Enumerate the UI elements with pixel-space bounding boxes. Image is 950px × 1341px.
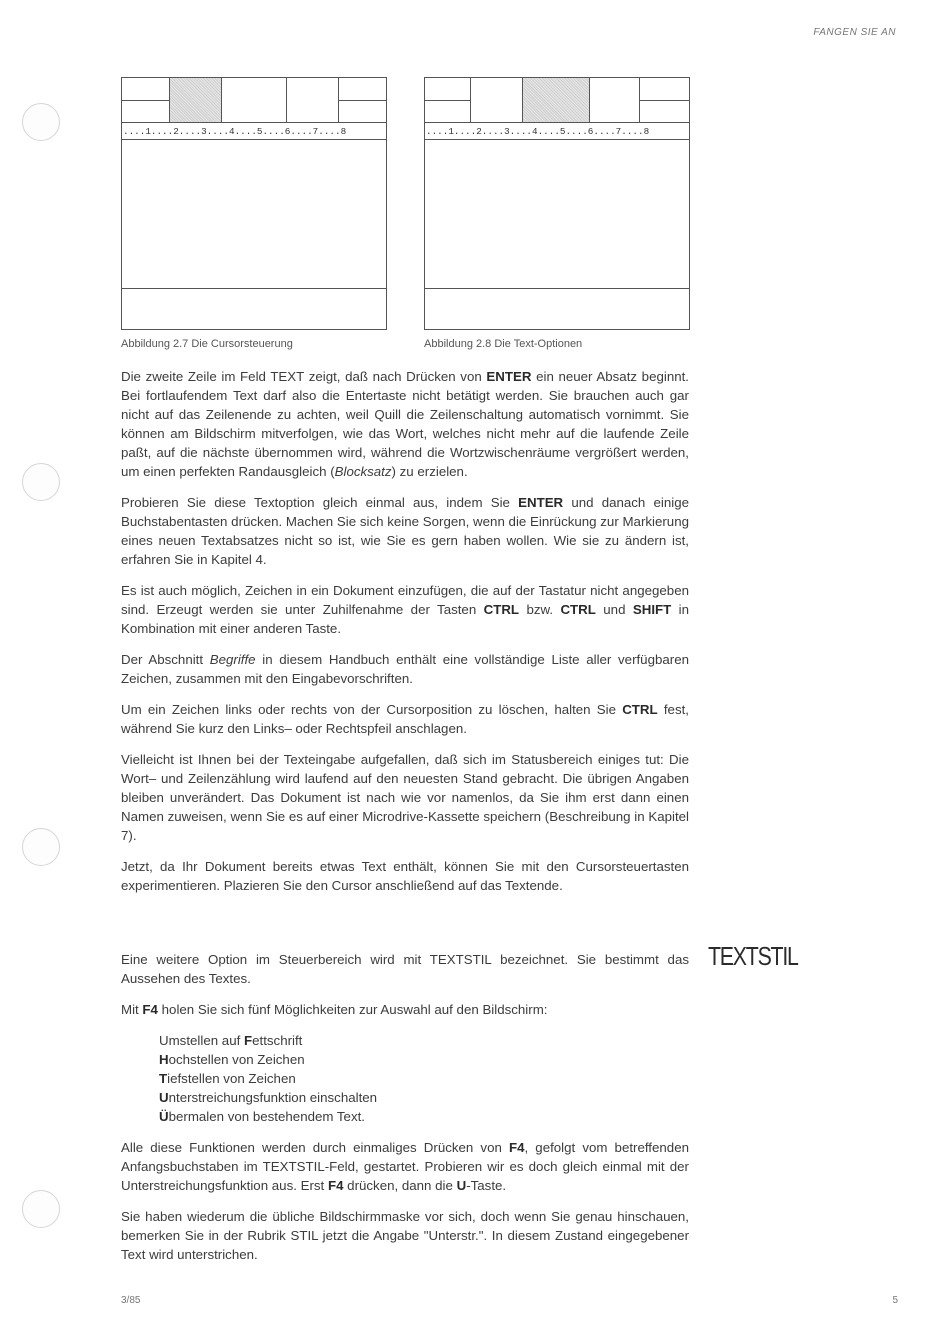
figure-text-options <box>424 77 690 330</box>
figure-cursor-control <box>121 77 387 330</box>
body-text <box>121 367 689 907</box>
field <box>287 78 339 122</box>
field <box>122 78 170 122</box>
punch-hole <box>22 103 60 141</box>
paragraph: Alle diese Funktionen werden durch einmaliges Drücken von F4, gefolgt vom betreffenden Anfangsbuchstaben im TEXTSTIL-Feld, gestartet. Probieren wir es doch gleich einmal mit der Unterstreichungsfunktion aus. Erst F4 drücken, dann die U-Taste. <box>121 1140 689 1193</box>
paragraph: Probieren Sie diese Textoption gleich einmal aus, indem Sie ENTER und danach einige Buchstabentasten drücken. Machen Sie sich keine Sorgen, wenn die Einrückung zur Markierung eines neuen Textabsatzes nicht so ist, wie Sie es gern haben wollen. Wie sie zu ändern ist, erfahren Sie in Kapitel 4. <box>121 495 689 567</box>
list-item: Umstellen auf Fettschrift <box>159 1033 303 1048</box>
divider <box>339 100 386 101</box>
section-heading: TEXTSTIL <box>708 941 798 971</box>
punch-hole <box>22 1190 60 1228</box>
screen-control-area <box>122 78 386 122</box>
punch-hole <box>22 828 60 866</box>
screen-status-area <box>122 288 386 329</box>
field <box>590 78 640 122</box>
figure-caption: Abbildung 2.7 Die Cursorsteuerung <box>121 338 293 350</box>
body-text-textstil <box>121 950 689 1276</box>
screen-status-area <box>425 288 689 329</box>
paragraph: Die zweite Zeile im Feld TEXT zeigt, daß nach Drücken von ENTER ein neuer Absatz beginnt. Bei fortlaufendem Text darf also die Entertaste nicht betätigt werden. Sie brauchen auch gar nicht auf das Zeilenende zu achten, weil Quill die Zeilenschaltung automatisch vornimmt. Sie können am Bildschirm mitverfolgen, wie das Wort, welches nicht mehr auf die laufende Zeile paßt, auf die nächste übernommen wird, während die Wortzwischenräume vergrößert werden, um einen perfekten Randausgleich (Blocksatz) zu erzielen. <box>121 369 689 479</box>
list-item: Hochstellen von Zeichen <box>159 1052 305 1067</box>
screen-control-area <box>425 78 689 122</box>
section-header: FANGEN SIE AN <box>813 27 896 38</box>
footer-date: 3/85 <box>121 1295 141 1306</box>
ruler: ....1....2....3....4....5....6....7....8 <box>122 122 386 140</box>
paragraph: Vielleicht ist Ihnen bei der Texteingabe aufgefallen, daß sich im Statusbereich einiges tut: Die Wort– und Zeilenzählung wird laufend auf den neuesten Stand gebracht. Die übrigen Angaben bleiben unverändert. Das Dokument ist nach wie vor namenlos, da Sie ihm erst dann einen Namen zuweisen, wenn Sie es auf einer Microdrive-Kassette speichern (Beschreibung in Kapitel 7). <box>121 752 689 843</box>
list-item: Übermalen von bestehendem Text. <box>159 1109 365 1124</box>
punch-hole <box>22 463 60 501</box>
paragraph: Jetzt, da Ihr Dokument bereits etwas Text enthält, können Sie mit den Cursorsteuertasten experimentieren. Plazieren Sie den Cursor anschließend auf das Textende. <box>121 859 689 893</box>
paragraph: Eine weitere Option im Steuerbereich wird mit TEXTSTIL bezeichnet. Sie bestimmt das Aussehen des Textes. <box>121 952 689 986</box>
paragraph: Es ist auch möglich, Zeichen in ein Dokument einzufügen, die auf der Tastatur nicht angegeben sind. Erzeugt werden sie unter Zuhilfenahme der Tasten CTRL bzw. CTRL und SHIFT in Kombination mit einer anderen Taste. <box>121 583 689 636</box>
ruler: ....1....2....3....4....5....6....7....8 <box>425 122 689 140</box>
page-number: 5 <box>892 1295 898 1306</box>
field <box>222 78 287 122</box>
field <box>170 78 222 122</box>
field <box>523 78 590 122</box>
figure-caption: Abbildung 2.8 Die Text-Optionen <box>424 338 583 350</box>
option-list <box>159 1031 689 1126</box>
divider <box>640 100 689 101</box>
field <box>471 78 523 122</box>
paragraph: Um ein Zeichen links oder rechts von der Cursorposition zu löschen, halten Sie CTRL fest, während Sie kurz den Links– oder Rechtspfeil anschlagen. <box>121 702 689 736</box>
paragraph: Mit F4 holen Sie sich fünf Möglichkeiten zur Auswahl auf den Bildschirm: <box>121 1002 548 1017</box>
paragraph: Der Abschnitt Begriffe in diesem Handbuch enthält eine vollständige Liste aller verfügbaren Zeichen, zusammen mit den Eingabevorschriften. <box>121 652 689 686</box>
field <box>425 78 471 122</box>
list-item: Tiefstellen von Zeichen <box>159 1071 296 1086</box>
paragraph: Sie haben wiederum die übliche Bildschirmmaske vor sich, doch wenn Sie genau hinschauen, bemerken Sie in der Rubrik STIL jetzt die Angabe "Unterstr.". In diesem Zustand eingegebener Text wird unterstrichen. <box>121 1209 689 1262</box>
list-item: Unterstreichungsfunktion einschalten <box>159 1090 378 1105</box>
